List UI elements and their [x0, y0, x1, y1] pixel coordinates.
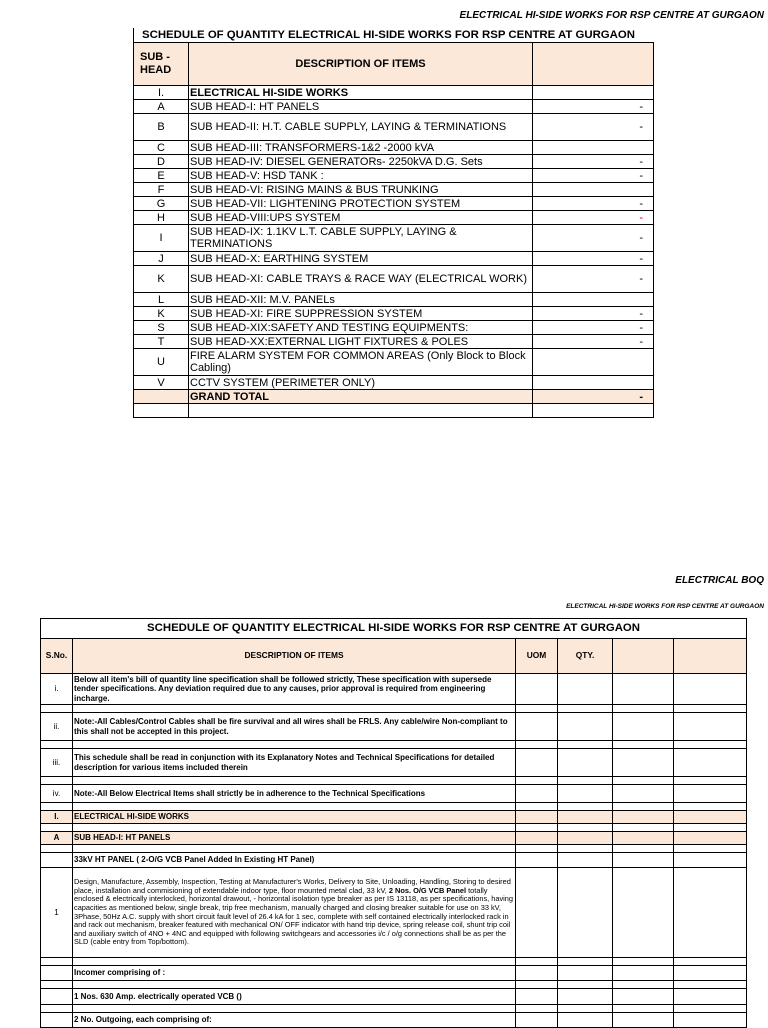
section-code: A [41, 832, 73, 845]
summary-amount: - [533, 335, 654, 349]
summary-description: SUB HEAD-I: HT PANELS [189, 100, 533, 114]
note-text: Note:-All Cables/Control Cables shall be fire survival and all wires shall be FRLS. Any cable/wire Non-compliant to this shall not be accepted in this project. [73, 713, 516, 741]
empty-cell [674, 785, 747, 803]
summary-amount: - [533, 211, 654, 225]
summary-description: SUB HEAD-IV: DIESEL GENERATORs- 2250kVA D.G. Sets [189, 155, 533, 169]
summary-amount: - [533, 225, 654, 252]
summary-code: S [134, 321, 189, 335]
summary-row [134, 169, 654, 183]
summary-table [133, 28, 643, 418]
summary-description: SUB HEAD-XII: M.V. PANELs [189, 293, 533, 307]
summary-description: SUB HEAD-II: H.T. CABLE SUPPLY, LAYING & TERMINATIONS [189, 114, 533, 141]
summary-code: K [134, 307, 189, 321]
summary-row [134, 225, 654, 252]
boq-title: SCHEDULE OF QUANTITY ELECTRICAL HI-SIDE WORKS FOR RSP CENTRE AT GURGAON [41, 619, 747, 639]
summary-code: C [134, 141, 189, 155]
col-amount [533, 43, 654, 86]
empty-cell [558, 749, 613, 777]
section-code: I. [41, 811, 73, 824]
summary-amount: - [533, 252, 654, 266]
summary-description: SUB HEAD-V: HSD TANK : [189, 169, 533, 183]
vcb-label: 1 Nos. 630 Amp. electrically operated VCB () [73, 989, 516, 1005]
summary-code: I [134, 225, 189, 252]
summary-description: SUB HEAD-XI: FIRE SUPPRESSION SYSTEM [189, 307, 533, 321]
col-amount [674, 639, 747, 674]
summary-code: F [134, 183, 189, 197]
summary-row [134, 266, 654, 293]
empty-cell [613, 713, 674, 741]
summary-code: J [134, 252, 189, 266]
note-row [41, 785, 747, 803]
summary-amount [533, 183, 654, 197]
empty-cell [189, 404, 533, 418]
summary-description: SUB HEAD-III: TRANSFORMERS-1&2 -2000 kVA [189, 141, 533, 155]
col-uom: UOM [516, 639, 558, 674]
summary-code: H [134, 211, 189, 225]
summary-amount: - [533, 266, 654, 293]
note-text: This schedule shall be read in conjunction with its Explanatory Notes and Technical Specifications for detailed description for various items included therein [73, 749, 516, 777]
empty-cell [674, 749, 747, 777]
summary-code: B [134, 114, 189, 141]
summary-grid [133, 42, 654, 418]
summary-code: K [134, 266, 189, 293]
grand-total-code [134, 390, 189, 404]
summary-code: D [134, 155, 189, 169]
summary-amount [533, 86, 654, 100]
section-row [41, 811, 747, 824]
section-label: SUB HEAD-I: HT PANELS [73, 832, 516, 845]
note-text: Note:-All Below Electrical Items shall strictly be in adherence to the Technical Specifications [73, 785, 516, 803]
boq-table [40, 618, 747, 1028]
summary-row [134, 141, 654, 155]
summary-row [134, 211, 654, 225]
summary-amount [533, 293, 654, 307]
summary-row [134, 321, 654, 335]
summary-row [134, 293, 654, 307]
note-sno: ii. [41, 713, 73, 741]
summary-code: U [134, 349, 189, 376]
summary-code: T [134, 335, 189, 349]
summary-description: FIRE ALARM SYSTEM FOR COMMON AREAS (Only Block to Block Cabling) [189, 349, 533, 376]
summary-row [134, 155, 654, 169]
summary-description: SUB HEAD-X: EARTHING SYSTEM [189, 252, 533, 266]
empty-cell [134, 404, 189, 418]
note-row [41, 674, 747, 705]
summary-row [134, 349, 654, 376]
empty-cell [613, 749, 674, 777]
note-sno: iv. [41, 785, 73, 803]
summary-row [134, 86, 654, 100]
boq-page-header: ELECTRICAL BOQ [675, 575, 764, 586]
item-sno: 1 [41, 868, 73, 958]
summary-code: A [134, 100, 189, 114]
summary-amount: - [533, 114, 654, 141]
summary-row [134, 307, 654, 321]
note-text: Below all item's bill of quantity line specification shall be followed strictly, These specification with supersede tender specifications. Any deviation required due to any causes, prior approval is required from engineering incharge. [73, 674, 516, 705]
summary-amount [533, 376, 654, 390]
empty-cell [516, 749, 558, 777]
summary-amount: - [533, 100, 654, 114]
empty-cell [558, 674, 613, 705]
summary-amount: - [533, 307, 654, 321]
empty-cell [533, 404, 654, 418]
summary-row [134, 100, 654, 114]
summary-description: SUB HEAD-VII: LIGHTENING PROTECTION SYSTEM [189, 197, 533, 211]
summary-row [134, 376, 654, 390]
note-row [41, 749, 747, 777]
summary-amount: - [533, 197, 654, 211]
incomer-label: Incomer comprising of : [73, 966, 516, 981]
col-description: DESCRIPTION OF ITEMS [73, 639, 516, 674]
empty-cell [674, 713, 747, 741]
summary-description: SUB HEAD-XX:EXTERNAL LIGHT FIXTURES & POLES [189, 335, 533, 349]
page-header: ELECTRICAL HI-SIDE WORKS FOR RSP CENTRE AT GURGAON [459, 10, 764, 21]
summary-row [134, 252, 654, 266]
section-label: ELECTRICAL HI-SIDE WORKS [73, 811, 516, 824]
empty-cell [558, 713, 613, 741]
outgoing-label: 2 No. Outgoing, each comprising of: [73, 1013, 516, 1028]
summary-code: G [134, 197, 189, 211]
summary-amount: - [533, 155, 654, 169]
summary-row [134, 183, 654, 197]
col-qty: QTY. [558, 639, 613, 674]
empty-cell [558, 785, 613, 803]
summary-amount: - [533, 321, 654, 335]
summary-row [134, 335, 654, 349]
summary-code: V [134, 376, 189, 390]
empty-cell [516, 674, 558, 705]
summary-description: SUB HEAD-VI: RISING MAINS & BUS TRUNKING [189, 183, 533, 197]
summary-amount [533, 349, 654, 376]
summary-description: SUB HEAD-IX: 1.1KV L.T. CABLE SUPPLY, LAYING & TERMINATIONS [189, 225, 533, 252]
summary-row [134, 114, 654, 141]
empty-cell [674, 674, 747, 705]
summary-amount [533, 141, 654, 155]
col-sno: S.No. [41, 639, 73, 674]
summary-code: E [134, 169, 189, 183]
summary-description: CCTV SYSTEM (PERIMETER ONLY) [189, 376, 533, 390]
col-rate [613, 639, 674, 674]
grand-total-label: GRAND TOTAL [189, 390, 533, 404]
note-sno: i. [41, 674, 73, 705]
summary-row [134, 197, 654, 211]
item-description: Design, Manufacture, Assembly, Inspection, Testing at Manufacturer's Works, Delivery to Site, Unloading, Handling, Storing to desired place, installation and commisioning of extendable indoor type, floor mounted metal clad, 33 kV, 2 Nos. O/G VCB Panel totally enclosed & electrically interlocked, horizontal drawout, - horizontal isolation type breaker as per IS 13118, as per specifications, having capacities as mentioned below, single break, trip free mechanism, manually charged and closing breaker suitable for use on 33 kV, 3Phase, 50Hz A.C. supply with short circuit fault level of 26.4 kA for 1 sec, complete with self contained electrically interlocked rack in and rack out mechanism, breaker featured with mechanical ON/ OFF indicator with hand trip device, spring release coil, shunt trip coil and auxiliary switch of 4NO + 4NC and equipped with following switchgears and accessories i/c / o/g connections shall be as per the SLD (cable entry from Top/bottom). [73, 868, 516, 958]
summary-code: L [134, 293, 189, 307]
empty-cell [613, 785, 674, 803]
grand-total-value: - [533, 390, 654, 404]
empty-cell [516, 713, 558, 741]
summary-description: SUB HEAD-VIII:UPS SYSTEM [189, 211, 533, 225]
boq-page-subheader: ELECTRICAL HI-SIDE WORKS FOR RSP CENTRE AT GURGAON [566, 603, 764, 610]
section-row [41, 832, 747, 845]
col-description: DESCRIPTION OF ITEMS [189, 43, 533, 86]
summary-description: SUB HEAD-XI: CABLE TRAYS & RACE WAY (ELECTRICAL WORK) [189, 266, 533, 293]
summary-title: SCHEDULE OF QUANTITY ELECTRICAL HI-SIDE WORKS FOR RSP CENTRE AT GURGAON [133, 28, 643, 42]
note-sno: iii. [41, 749, 73, 777]
col-subhead: SUB - HEAD [134, 43, 189, 86]
note-row [41, 713, 747, 741]
summary-description: SUB HEAD-XIX:SAFETY AND TESTING EQUIPMENTS: [189, 321, 533, 335]
summary-amount: - [533, 169, 654, 183]
summary-code: I. [134, 86, 189, 100]
empty-cell [516, 785, 558, 803]
empty-cell [613, 674, 674, 705]
summary-description: ELECTRICAL HI-SIDE WORKS [189, 86, 533, 100]
panel-title: 33kV HT PANEL ( 2-O/G VCB Panel Added In Existing HT Panel) [73, 853, 516, 868]
